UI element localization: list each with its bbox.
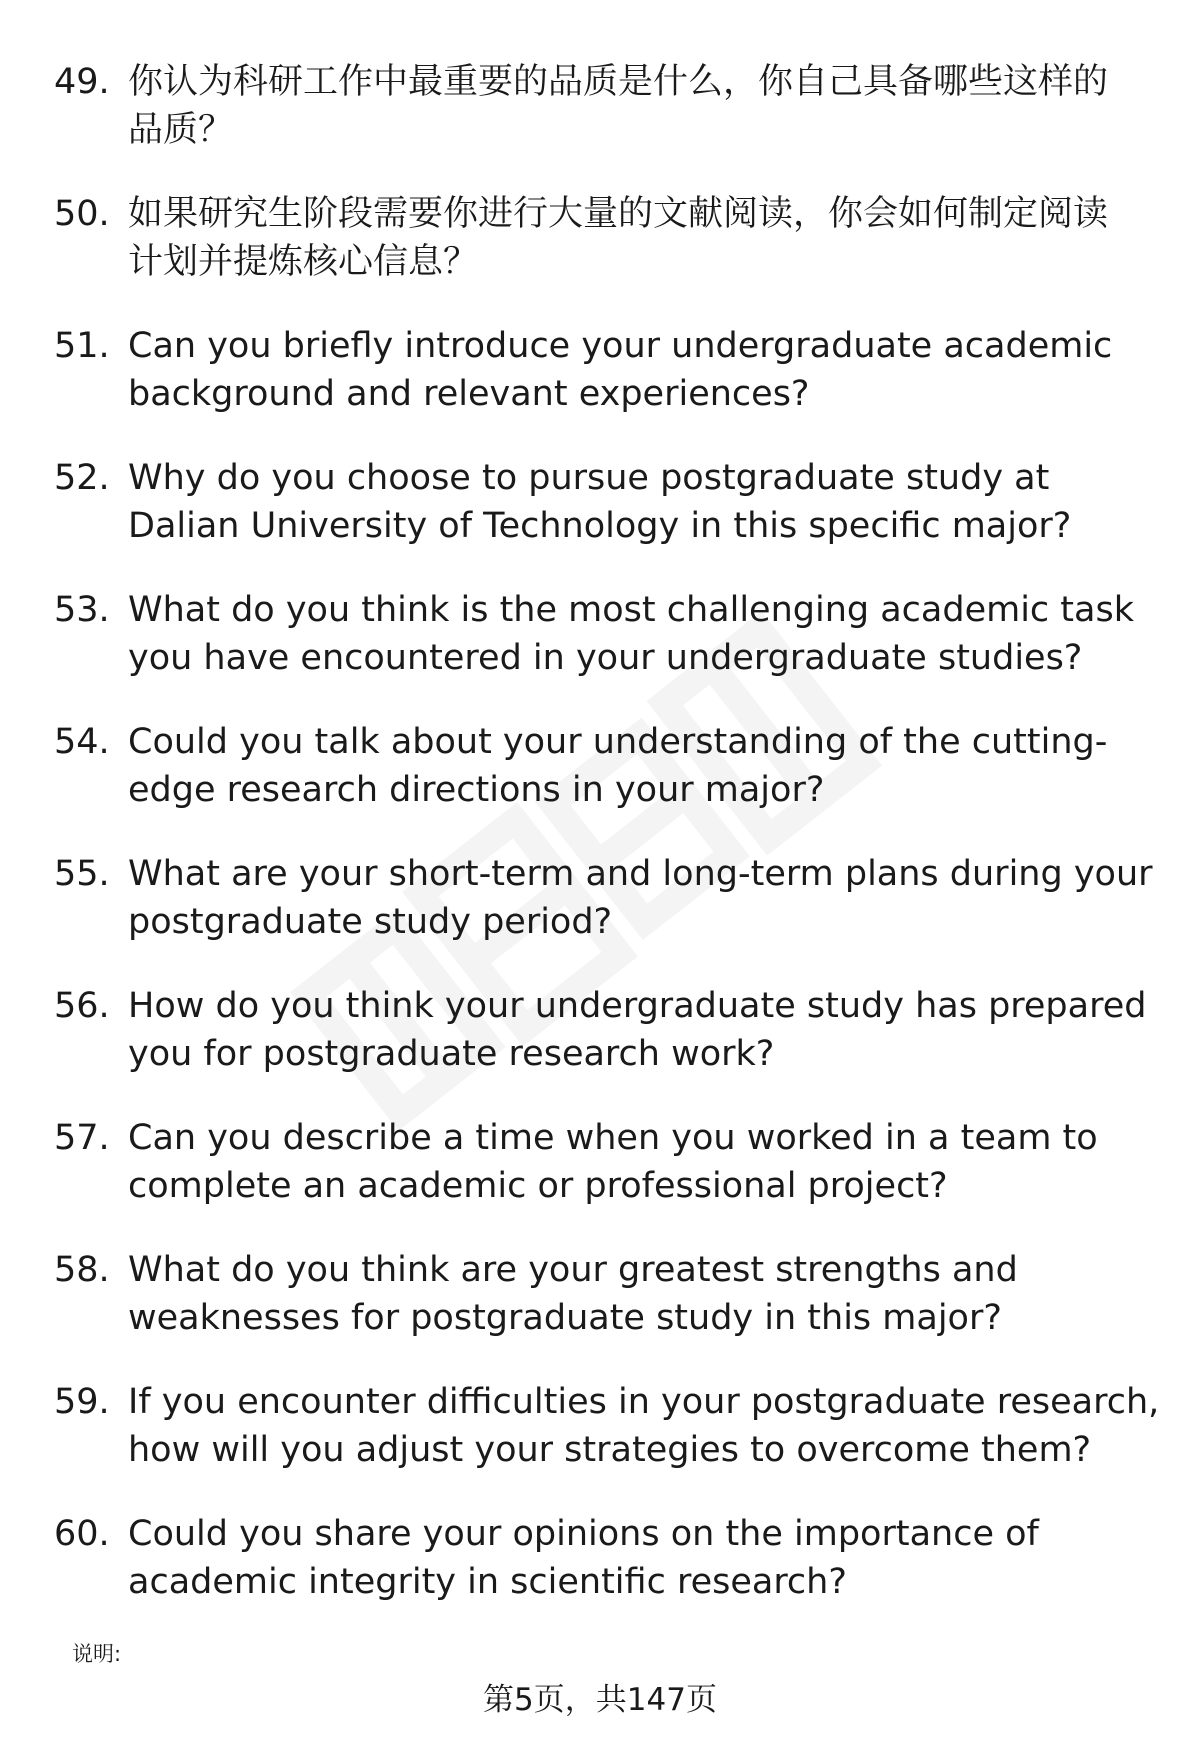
page-number-footer: 第5页，共147页 — [483, 1682, 717, 1718]
question-text — [128, 850, 1153, 946]
question-text-line: 你认为科研工作中最重要的品质是什么，你自己具备哪些这样的 — [128, 62, 1109, 102]
question-item — [0, 586, 1200, 718]
question-text — [128, 1378, 1160, 1474]
question-text-line: how will you adjust your strategies to overcome them? — [128, 1430, 1092, 1470]
question-item — [0, 850, 1200, 982]
question-text-line: you have encountered in your undergraduate studies? — [128, 638, 1083, 678]
question-item — [0, 322, 1200, 454]
question-text-line: 计划并提炼核心信息？ — [128, 242, 479, 282]
question-text-line: background and relevant experiences? — [128, 374, 810, 414]
question-item — [0, 1510, 1200, 1642]
question-item — [0, 982, 1200, 1114]
question-text — [128, 1114, 1148, 1210]
question-text-line: Why do you choose to pursue postgraduate study at — [128, 458, 1050, 498]
question-text-line: 品质？ — [128, 110, 234, 150]
question-text-line: weaknesses for postgraduate study in this major? — [128, 1298, 1002, 1338]
question-number: 60. — [54, 1514, 110, 1554]
question-text — [128, 982, 1148, 1078]
question-text-line: How do you think your undergraduate study has prepared — [128, 986, 1147, 1026]
question-number: 54. — [54, 722, 110, 762]
question-text-line: you for postgraduate research work? — [128, 1034, 775, 1074]
question-text-line: What do you think is the most challenging academic task — [128, 590, 1134, 630]
question-text-line: Can you briefly introduce your undergraduate academic — [128, 326, 1113, 366]
question-item — [0, 1378, 1200, 1510]
question-number: 55. — [54, 854, 110, 894]
question-number: 50. — [54, 194, 110, 234]
question-text-line: Could you share your opinions on the importance of — [128, 1514, 1039, 1554]
question-text — [128, 586, 1148, 682]
question-text — [128, 454, 1148, 550]
question-text-line: 如果研究生阶段需要你进行大量的文献阅读，你会如何制定阅读 — [128, 194, 1109, 234]
question-text-line: Could you talk about your understanding of the cutting- — [128, 722, 1108, 762]
question-item — [0, 718, 1200, 850]
question-number: 49. — [54, 62, 110, 102]
question-text-line: If you encounter difficulties in your postgraduate research, — [128, 1382, 1160, 1422]
question-item — [0, 58, 1200, 190]
question-text — [128, 718, 1148, 814]
question-text-line: What do you think are your greatest strengths and — [128, 1250, 1018, 1290]
question-number: 52. — [54, 458, 110, 498]
question-number: 57. — [54, 1118, 110, 1158]
question-text — [128, 58, 1148, 154]
question-text-line: edge research directions in your major? — [128, 770, 825, 810]
question-number: 53. — [54, 590, 110, 630]
question-item — [0, 454, 1200, 586]
question-text-line: Can you describe a time when you worked in a team to — [128, 1118, 1098, 1158]
question-number: 56. — [54, 986, 110, 1026]
question-text-line: postgraduate study period? — [128, 902, 613, 942]
question-text — [128, 322, 1148, 418]
note-label: 说明: — [72, 1642, 122, 1666]
question-item — [0, 1114, 1200, 1246]
question-text — [128, 1510, 1148, 1606]
question-list — [0, 58, 1200, 1642]
question-number: 59. — [54, 1382, 110, 1422]
question-text-line: complete an academic or professional project? — [128, 1166, 948, 1206]
question-item — [0, 190, 1200, 322]
question-text — [128, 190, 1148, 286]
question-number: 58. — [54, 1250, 110, 1290]
question-text-line: academic integrity in scientific research? — [128, 1562, 847, 1602]
question-item — [0, 1246, 1200, 1378]
question-text — [128, 1246, 1148, 1342]
question-text-line: What are your short-term and long-term plans during your — [128, 854, 1153, 894]
question-text-line: Dalian University of Technology in this specific major? — [128, 506, 1072, 546]
question-number: 51. — [54, 326, 110, 366]
